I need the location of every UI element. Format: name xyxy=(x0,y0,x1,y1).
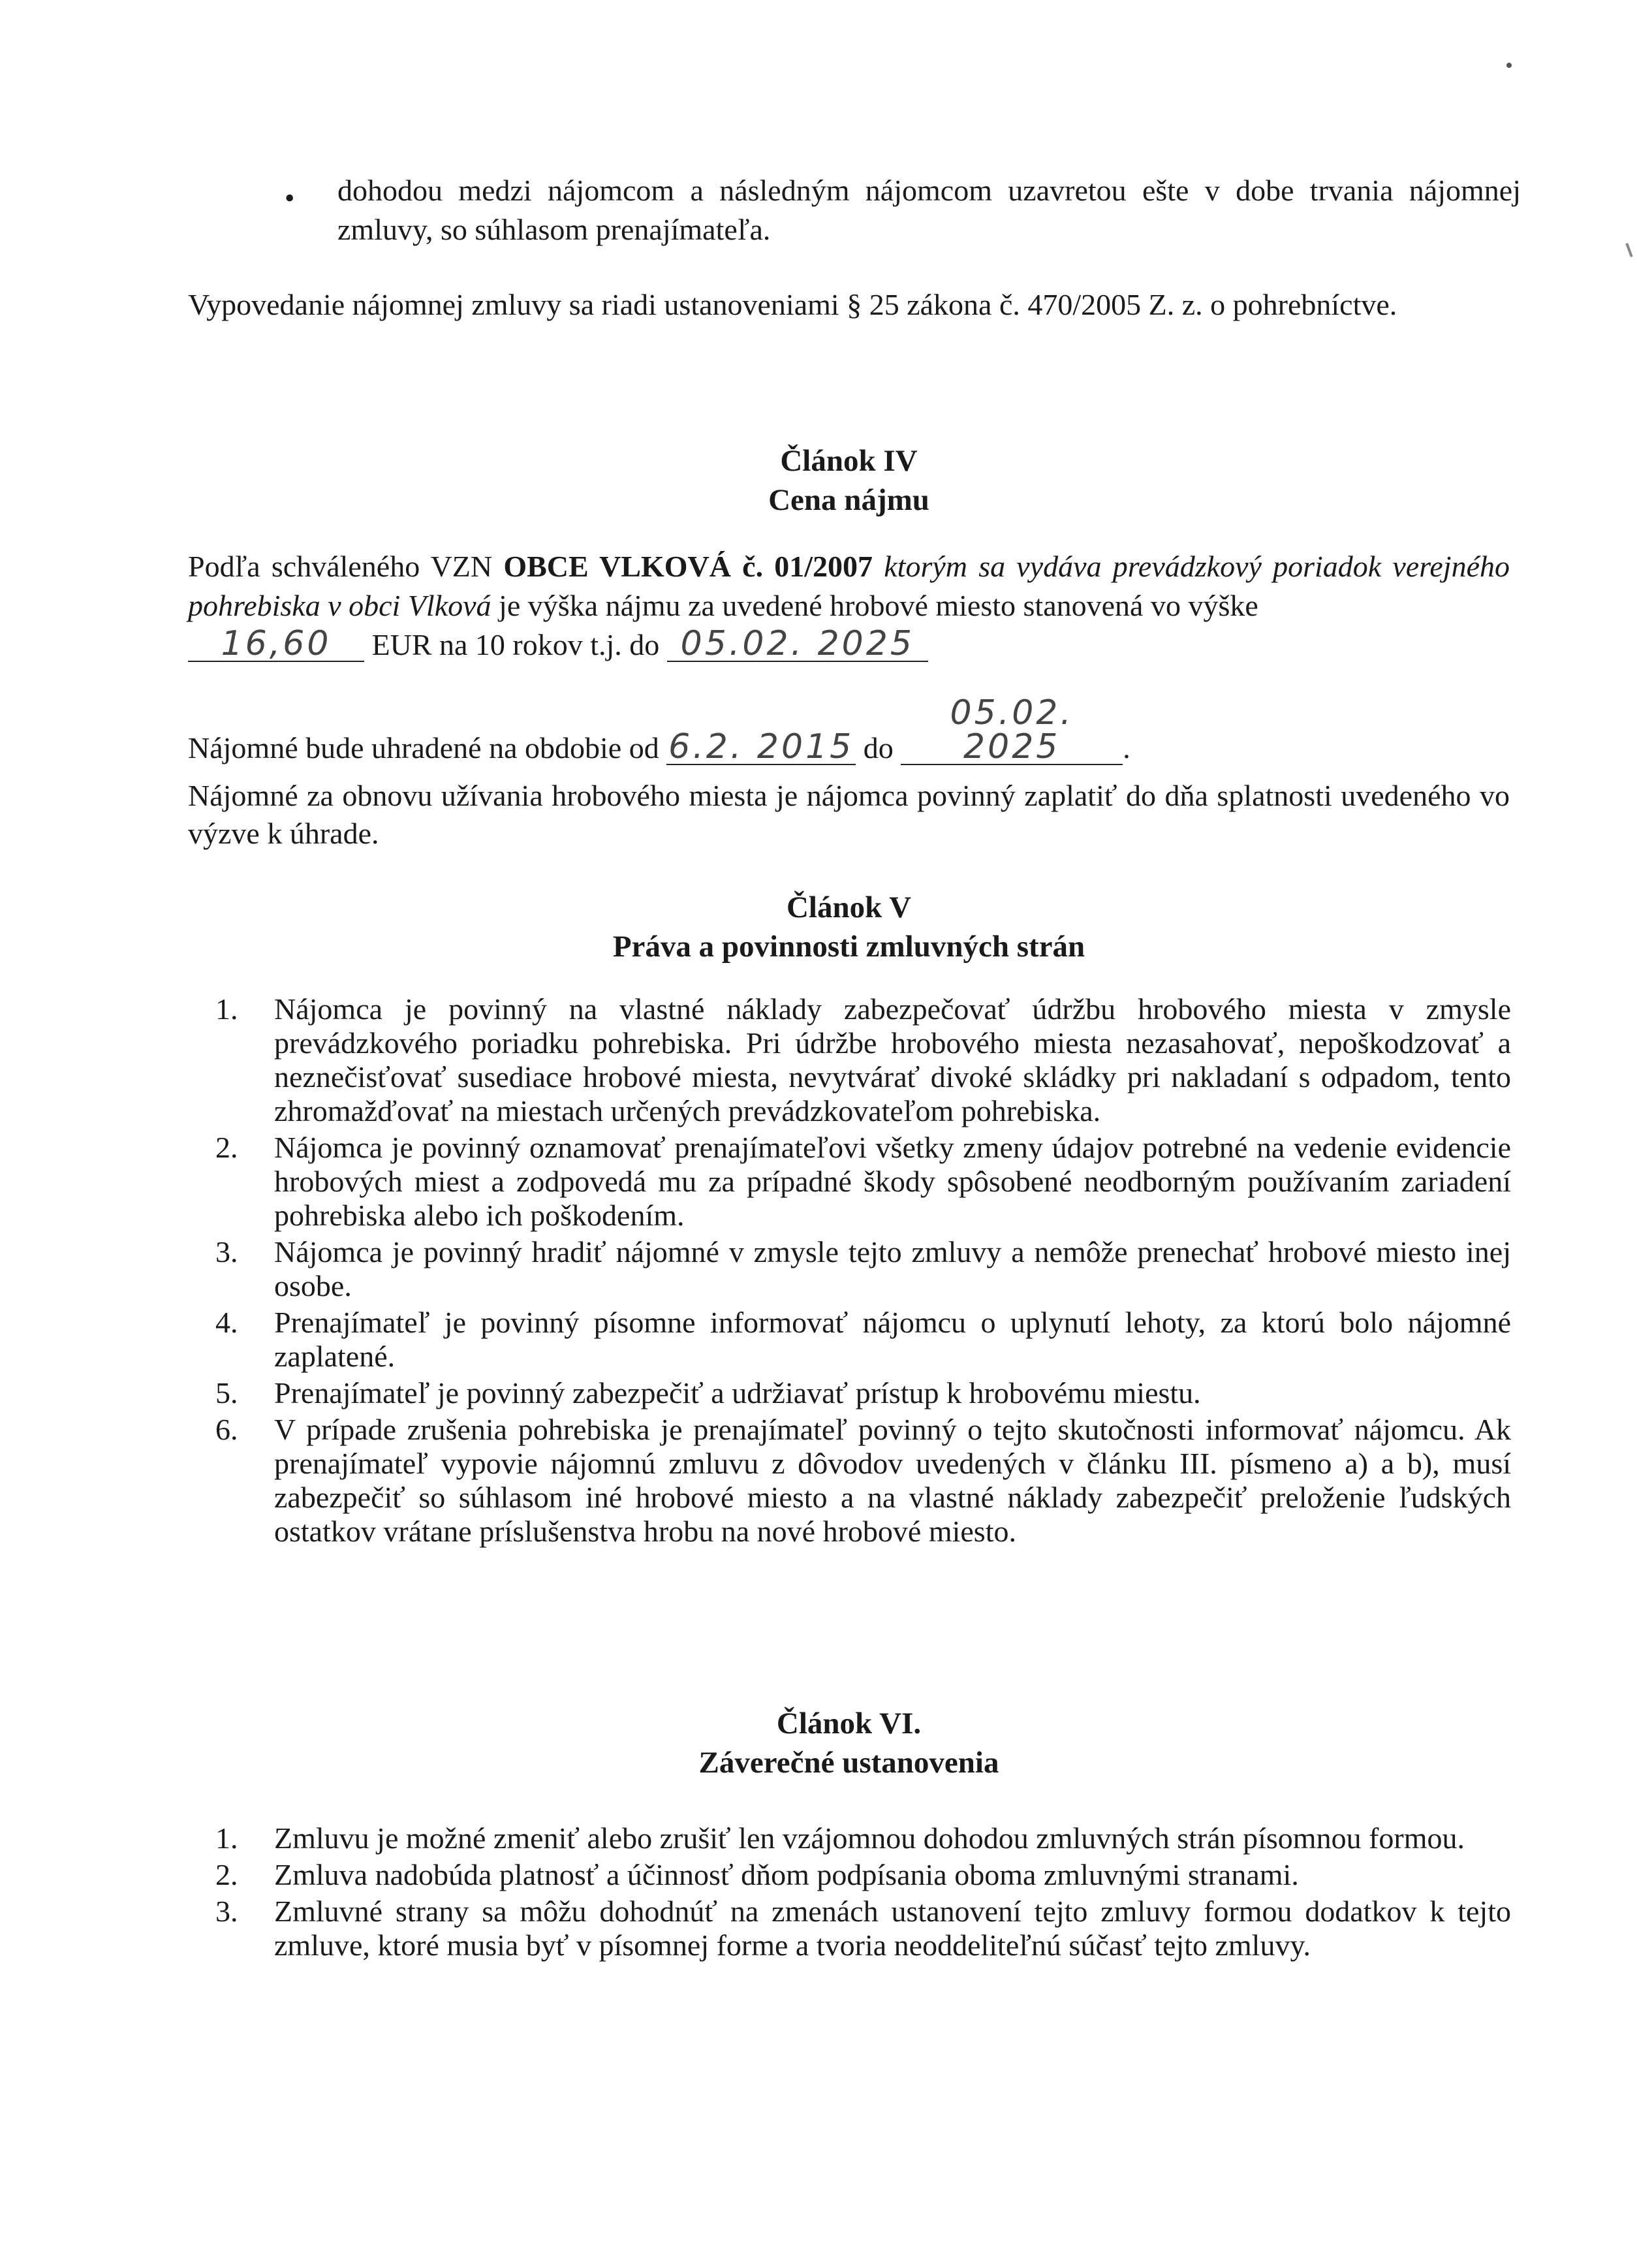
list-item-text: Prenajímateľ je povinný zabezpečiť a udržiavať prístup k hrobovému miestu. xyxy=(274,1376,1201,1410)
rent-text-intro: Podľa schváleného VZN xyxy=(188,550,493,583)
article-5-title: Článok V xyxy=(786,890,912,924)
list-item xyxy=(215,1131,1511,1233)
article-6-list xyxy=(215,1821,1511,1965)
list-item xyxy=(215,1821,1511,1855)
article-6-title: Článok VI. xyxy=(776,1707,922,1740)
payment-period-text: Nájomné bude uhradené na obdobie od xyxy=(188,731,659,764)
rent-text-continued: je výška nájmu za uvedené hrobové miesto stanovená vo výške xyxy=(499,589,1258,622)
list-item-text: Nájomca je povinný hradiť nájomné v zmysle tejto zmluvy a nemôže prenechať hrobové miesto inej osobe. xyxy=(274,1235,1511,1302)
rent-price-paragraph xyxy=(188,547,1510,665)
list-item-text: Zmluvné strany sa môžu dohodnúť na zmenách ustanovení tejto zmluvy formou dodatkov k tejto zmluve, ktoré musia byť v písomnej forme a tvoria neoddeliteľnú súčasť tejto zmluvy. xyxy=(274,1895,1511,1962)
vzn-title: ktorým sa vydáva prevádzkový poriadok verejného pohrebiska v obci Vlková xyxy=(188,550,1510,622)
article-6-subtitle: Záverečné ustanovenia xyxy=(698,1746,999,1780)
list-item-number: 5. xyxy=(215,1376,238,1410)
list-item-text: Prenajímateľ je povinný písomne informovať nájomcu o uplynutí lehoty, za ktorú bolo nájomné zaplatené. xyxy=(274,1306,1511,1373)
list-item-number: 4. xyxy=(215,1306,238,1339)
list-item-text: V prípade zrušenia pohrebiska je prenajímateľ povinný o tejto skutočnosti informovať nájomcu. Ak prenajímateľ vypovie nájomnú zmluvu z dôvodov uvedených v článku III. písmeno a) a b), musí zabezpečiť so súhlasom iné hrobové miesto a na vlastné náklady zabezpečiť preloženie ľudských ostatkov vrátane príslušenstva hrobu na nové hrobové miesto. xyxy=(274,1413,1511,1548)
list-item-number: 2. xyxy=(215,1131,238,1164)
list-item-number: 2. xyxy=(215,1858,238,1891)
termination-paragraph: Vypovedanie nájomnej zmluvy sa riadi ustanoveniami § 25 zákona č. 470/2005 Z. z. o pohrebníctve. xyxy=(188,288,1397,321)
list-item xyxy=(215,992,1511,1128)
list-item xyxy=(215,1895,1511,1962)
list-item xyxy=(215,1858,1511,1892)
rent-text-period: EUR na 10 rokov t.j. do xyxy=(371,628,660,661)
list-item xyxy=(215,1235,1511,1303)
payment-to-date-handwritten: 05.02. 2025 xyxy=(901,696,1123,765)
rent-amount-handwritten: 16,60 xyxy=(188,627,364,662)
article-5-subtitle: Práva a povinnosti zmluvných strán xyxy=(612,930,1085,964)
renewal-paragraph: Nájomné za obnovu užívania hrobového miesta je nájomca povinný zaplatiť do dňa splatnosti uvedeného vo výzve k úhrade. xyxy=(188,779,1510,850)
vzn-reference: OBCE VLKOVÁ č. 01/2007 xyxy=(503,550,873,583)
list-item-text: Nájomca je povinný oznamovať prenajímateľovi všetky zmeny údajov potrebné na vedenie evidencie hrobových miest a zodpovedá mu za prípadné škody spôsobené neodborným používaním zariadení pohrebiska alebo ich poškodením. xyxy=(274,1131,1511,1232)
rent-until-date-handwritten: 05.02. 2025 xyxy=(667,627,928,662)
payment-from-date-handwritten: 6.2. 2015 xyxy=(666,730,856,765)
article-4-subtitle: Cena nájmu xyxy=(768,483,929,517)
list-item xyxy=(215,1376,1511,1410)
list-item-number: 3. xyxy=(215,1235,238,1268)
list-item-number: 6. xyxy=(215,1413,238,1446)
list-item-text: Zmluvu je možné zmeniť alebo zrušiť len vzájomnou dohodou zmluvných strán písomnou formou. xyxy=(274,1821,1465,1855)
payment-period-to-label: do xyxy=(863,731,894,764)
list-item-number: 3. xyxy=(215,1895,238,1928)
bullet-symbol: • xyxy=(285,182,295,214)
list-item xyxy=(215,1413,1511,1549)
list-item-text: Zmluva nadobúda platnosť a účinnosť dňom podpísania oboma zmluvnými stranami. xyxy=(274,1858,1299,1891)
article-5-list xyxy=(215,992,1511,1551)
article-4-title: Článok IV xyxy=(780,444,918,478)
bullet-text: dohodou medzi nájomcom a následným nájomcom uzavretou ešte v dobe trvania nájomnej zmluvy, so súhlasom prenajímateľa. xyxy=(337,174,1521,246)
payment-period-paragraph xyxy=(188,693,1510,767)
list-item-number: 1. xyxy=(215,992,238,1026)
list-item-text: Nájomca je povinný na vlastné náklady zabezpečovať údržbu hrobového miesta v zmysle prevádzkového poriadku pohrebiska. Pri údržbe hrobového miesta nezasahovať, nepoškodzovať a neznečisťovať susediace hrobové miesta, nevytvárať divoké skládky pri nakladaní s odpadom, tento zhromažďovať na miestach určených prevádzkovateľom pohrebiska. xyxy=(274,992,1511,1127)
payment-period-end: . xyxy=(1123,731,1130,764)
scan-edge-mark xyxy=(1625,243,1632,257)
list-item-number: 1. xyxy=(215,1821,238,1855)
scan-speck xyxy=(1506,63,1512,68)
list-item xyxy=(215,1306,1511,1374)
